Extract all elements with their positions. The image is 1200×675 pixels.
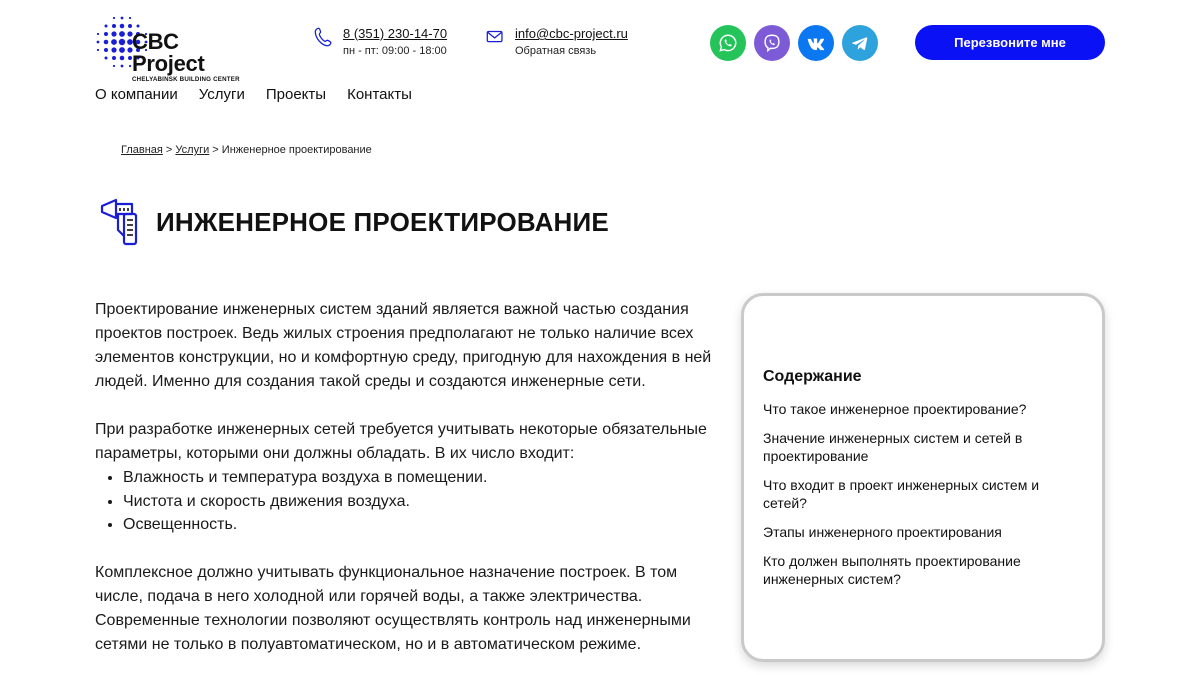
toc-item[interactable]: Этапы инженерного проектирования: [763, 524, 1002, 540]
phone-number-link[interactable]: 8 (351) 230-14-70: [343, 26, 448, 41]
toc-item[interactable]: Кто должен выполнять проектирование инженерных систем?: [763, 553, 1021, 587]
toc-item[interactable]: Что такое инженерное проектирование?: [763, 401, 1027, 417]
list-item: • Влажность и температура воздуха в помещении.: [123, 466, 715, 490]
breadcrumb-separator: >: [209, 144, 222, 156]
email-contact: [485, 26, 628, 57]
email-link[interactable]: info@cbc-project.ru: [515, 26, 628, 41]
toc-title: Содержание: [763, 368, 862, 385]
nav-item-services[interactable]: Услуги: [198, 86, 245, 103]
main-nav: [95, 86, 433, 104]
telegram-icon: [849, 32, 871, 54]
article-paragraph: Комплексное должно учитывать функциональное назначение построек. В том числе, подача в него холодной или горячей воды, а также электричества. Современные технологии позволяют осуществлять контроль над инженерными сетями не только в полуавтоматическом, но и в автоматическом режиме.: [95, 563, 691, 653]
toc-item[interactable]: Значение инженерных систем и сетей в проектирование: [763, 430, 1023, 464]
article-paragraph: При разработке инженерных сетей требуется учитывать некоторые обязательные параметры, которыми они должны обладать. В их число входит:: [95, 421, 707, 462]
article-body: [95, 298, 715, 675]
nav-item-contacts[interactable]: Контакты: [347, 86, 412, 103]
page-title: ИНЖЕНЕРНОЕ ПРОЕКТИРОВАНИЕ: [156, 206, 609, 237]
table-of-contents: [741, 293, 1105, 662]
logo[interactable]: [94, 14, 256, 83]
viber-button[interactable]: [754, 25, 790, 61]
caliper-icon: [98, 196, 144, 248]
breadcrumb-current: Инженерное проектирование: [221, 144, 372, 156]
phone-icon: [313, 26, 335, 48]
breadcrumb: [121, 144, 372, 156]
article-paragraph: Проектирование инженерных систем зданий является важной частью создания проектов построек. Ведь жилых строения предполагают не только наличие всех элементов конструкции, но и комфортную среду, пригодную для нахождения в ней людей. Именно для создания такой среды и создаются инженерные сети.: [95, 301, 712, 390]
vk-icon: [805, 32, 827, 54]
breadcrumb-home[interactable]: Главная: [121, 144, 163, 156]
whatsapp-button[interactable]: [710, 25, 746, 61]
logo-text: [132, 31, 256, 83]
parameters-list: [123, 466, 715, 537]
mail-icon: [485, 26, 507, 48]
telegram-button[interactable]: [842, 25, 878, 61]
vk-button[interactable]: [798, 25, 834, 61]
nav-item-about[interactable]: О компании: [95, 86, 178, 103]
toc-item[interactable]: Что входит в проект инженерных систем и сетей?: [763, 477, 1040, 511]
whatsapp-icon: [717, 32, 739, 54]
nav-item-projects[interactable]: Проекты: [265, 86, 327, 103]
toc-list: [763, 400, 1063, 599]
breadcrumb-separator: >: [162, 144, 176, 156]
logo-title: CBC Project: [132, 29, 205, 76]
breadcrumb-services[interactable]: Услуги: [175, 144, 210, 156]
list-item: • Освещенность.: [123, 513, 715, 537]
working-hours: пн - пт: 09:00 - 18:00: [343, 45, 447, 57]
page-header: [98, 196, 609, 248]
feedback-label: Обратная связь: [515, 45, 597, 57]
viber-icon: [761, 32, 783, 54]
list-item: • Чистота и скорость движения воздуха.: [123, 490, 715, 514]
phone-contact: [313, 26, 447, 57]
logo-subtitle: CHELYABINSK BUILDING CENTER: [132, 76, 240, 83]
callback-button[interactable]: Перезвоните мне: [915, 25, 1105, 60]
